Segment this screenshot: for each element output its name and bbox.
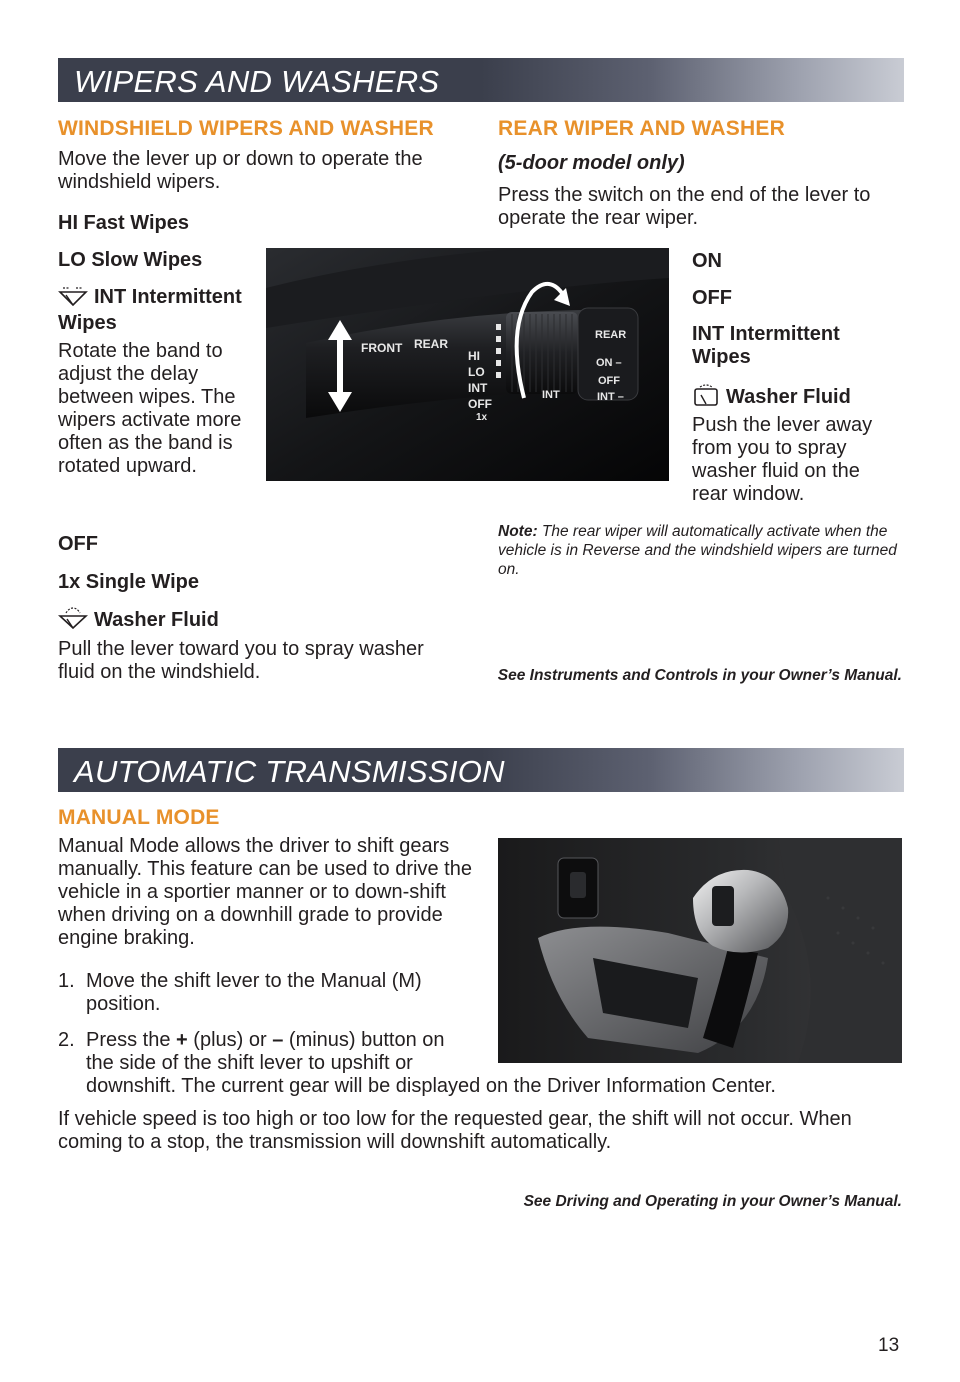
wipers-reference: See Instruments and Controls in your Owner’s Manual.: [497, 667, 902, 684]
end-off-label: OFF: [598, 375, 620, 387]
manual-mode-heading: MANUAL MODE: [58, 806, 220, 829]
wipers-banner: [58, 58, 904, 102]
int-intermittent: [58, 286, 263, 335]
rear-washer-label: Washer Fluid: [726, 386, 851, 408]
off-label: OFF: [58, 533, 98, 555]
hi-fast-wipes: HI Fast Wipes: [58, 212, 189, 234]
band-int-label: INT: [542, 389, 560, 401]
transmission-banner: [58, 748, 904, 792]
rear-subheading: (5-door model only): [498, 152, 685, 174]
lever-int-label: INT: [468, 381, 488, 395]
end-rear-label: REAR: [595, 329, 627, 341]
intermittent-wiper-icon: [58, 286, 88, 312]
transmission-banner-title: AUTOMATIC TRANSMISSION: [74, 754, 505, 789]
single-wipe: 1x Single Wipe: [58, 571, 199, 593]
rear-on: ON: [692, 250, 722, 272]
lever-hi-label: HI: [468, 349, 480, 363]
manual-mode-intro: Manual Mode allows the driver to shift gears manually. This feature can be used to drive the vehicle in a sportier manner or to down-shift when driving on a downhill grade to provide engine braking.: [58, 835, 472, 949]
lever-off-label: OFF: [468, 397, 492, 411]
windshield-washer: [58, 607, 219, 635]
lever-rear-label: REAR: [414, 337, 449, 351]
end-int-label: INT –: [597, 391, 624, 403]
lever-lo-label: LO: [468, 365, 485, 379]
page-number: 13: [878, 1335, 900, 1356]
windshield-heading: WINDSHIELD WIPERS AND WASHER: [58, 117, 434, 140]
shift-lever-photo: [498, 838, 902, 1063]
note-text: The rear wiper will automatically activate when the vehicle is in Reverse and the windshield wipers are turned on.: [498, 523, 897, 578]
wiper-lever-photo: [266, 248, 669, 481]
note-label: Note:: [498, 523, 538, 540]
rear-washer-desc: Push the lever away from you to spray washer fluid on the rear window.: [692, 414, 873, 505]
rear-heading: REAR WIPER AND WASHER: [498, 117, 785, 140]
int-label: INT Intermittent Wipes: [58, 286, 242, 334]
rear-int: INT Intermittent Wipes: [692, 323, 840, 368]
lever-front-label: FRONT: [361, 341, 403, 355]
rear-washer-icon: [692, 384, 720, 412]
windshield-washer-desc: Pull the lever toward you to spray washer fluid on the windshield.: [58, 638, 424, 683]
rear-washer: [692, 384, 851, 412]
transmission-outro: If vehicle speed is too high or too low for the requested gear, the shift will not occur. When coming to a stop, the transmission will downshift automatically.: [58, 1108, 852, 1153]
step-2-continued: downshift. The current gear will be displayed on the Driver Information Center.: [86, 1075, 776, 1097]
lo-slow-wipes: LO Slow Wipes: [58, 249, 203, 271]
rear-intro: Press the switch on the end of the lever to operate the rear wiper.: [498, 184, 871, 229]
lever-1x-label: 1x: [476, 412, 488, 423]
int-description: Rotate the band to adjust the delay between wipes. The wipers activate more often as the band is rotated upward.: [58, 340, 242, 477]
step-1-number: 1.: [58, 970, 75, 992]
rear-off: OFF: [692, 287, 732, 309]
minus-symbol: –: [272, 1029, 284, 1051]
step-2-text: Press the + (plus) or – (minus) button on the side of the shift lever to upshift or: [86, 1029, 445, 1074]
end-on-label: ON –: [596, 357, 622, 369]
step-2-number: 2.: [58, 1029, 75, 1051]
step-1-text: Move the shift lever to the Manual (M) position.: [86, 970, 422, 1015]
transmission-reference: See Driving and Operating in your Owner’s Manual.: [523, 1193, 902, 1210]
windshield-washer-label: Washer Fluid: [94, 609, 219, 631]
wipers-banner-title: WIPERS AND WASHERS: [74, 64, 440, 99]
plus-symbol: +: [176, 1029, 188, 1051]
windshield-washer-icon: [58, 607, 88, 635]
windshield-intro: Move the lever up or down to operate the windshield wipers.: [58, 148, 423, 193]
rear-note: [498, 522, 908, 579]
